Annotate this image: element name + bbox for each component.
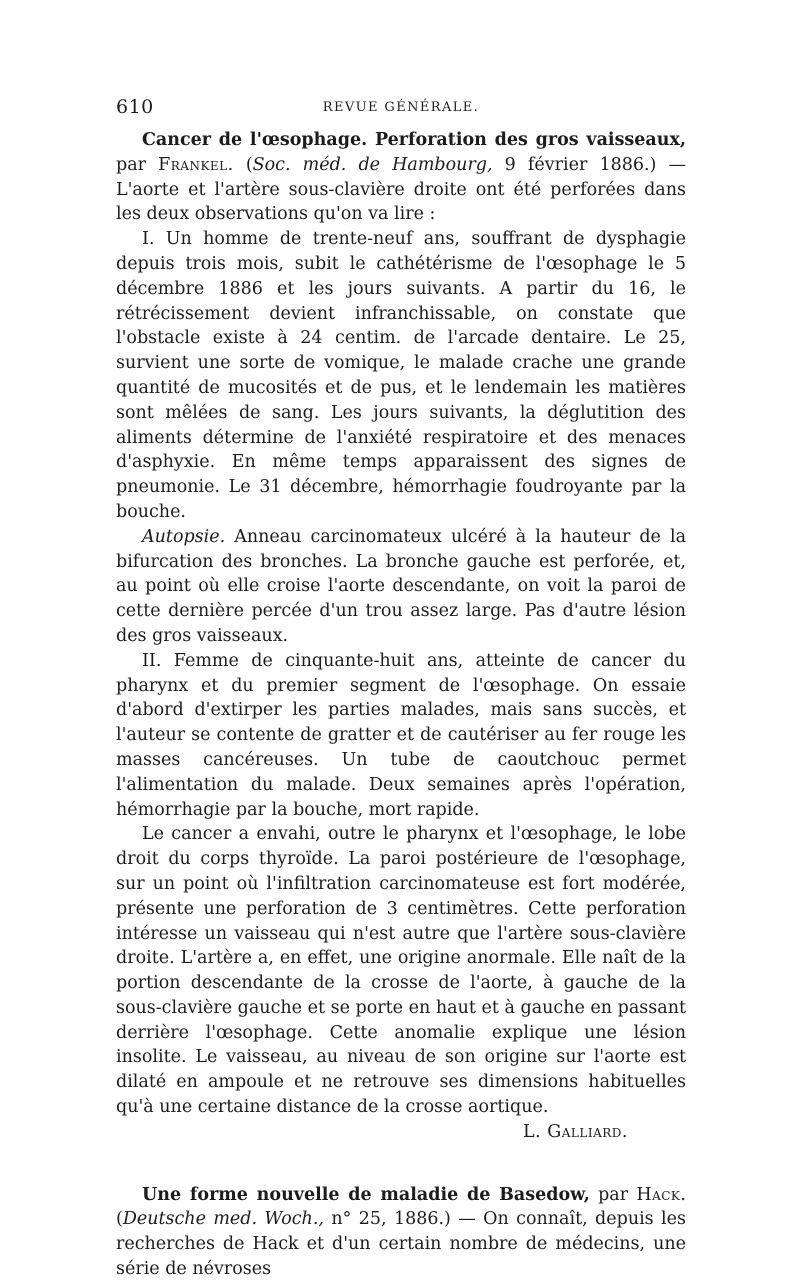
page-number: 610 xyxy=(116,96,154,118)
running-title: REVUE GÉNÉRALE. xyxy=(322,100,480,115)
article-1-case-2-continued: Le cancer a envahi, outre le pharynx et l'œsophage, le lobe droit du corps thyroïde. La paroi postérieure de l'œsophage, sur un point où l'infiltration carcinomateuse est fort modérée, présente une perforation de 3 centimètres. Cette perforation intéresse un vaisseau qui n'est autre que l'artère sous-clavière droite. L'artère a, en effet, une origine anormale. Elle naît de la portion descendante de la crosse de l'aorte, à gauche de la sous-clavière gauche et se porte en haut et à gauche en passant derrière l'œsophage. Cette anomalie explique une lésion insolite. Le vaisseau, au niveau de son origine sur l'aorte est dilaté en ampoule et ne retrouve ses dimensions habituelles qu'à une certaine distance de la crosse aortique. xyxy=(116,824,686,1118)
article-1-title: Cancer de l'œsophage. Perforation des gros vaisseaux, xyxy=(142,130,686,150)
article-2-heading-paragraph xyxy=(116,1183,686,1282)
page-body xyxy=(116,128,686,1282)
page-header xyxy=(116,96,686,122)
article-1-by: par xyxy=(116,154,159,175)
article-1-case-2: II. Femme de cinquante-huit ans, atteinte de cancer du pharynx et du premier segment de l'œsophage. On essaie d'abord d'extirper les parties malades, mais sans succès, et l'auteur se contente de gratter et de cautériser au fer rouge les masses cancéreuses. Un tube de caoutchouc permet l'alimentation du malade. Deux semaines après l'opération, hémorrhagie par la bouche, mort rapide. xyxy=(116,650,686,820)
article-2-source-num: n° 25, 1886.) xyxy=(323,1209,451,1230)
article-1-source-open: ( xyxy=(233,154,253,175)
article-1-author: Frankel. xyxy=(158,154,234,175)
article-2-by: par xyxy=(589,1184,637,1205)
article-2-source-open: . ( xyxy=(116,1184,686,1230)
article-1-signature: L. Galliard. xyxy=(523,1121,628,1142)
article-1-case-1: I. Un homme de trente-neuf ans, souffrant de dysphagie depuis trois mois, subit le cathétérisme de l'œsophage le 5 décembre 1886 et les jours suivants. A partir du 16, le rétrécissement devient infranchissable, on constate que l'obstacle existe à 24 centim. de l'arcade dentaire. Le 25, survient une sorte de vomique, le malade crache une grande quantité de mucosités et de pus, et le lendemain les matières sont mêlées de sang. Les jours suivants, la déglutition des aliments détermine de l'anxiété respiratoire et des menaces d'asphyxie. En même temps apparaissent des signes de pneumonie. Le 31 décembre, hémorrhagie foudroyante par la bouche. xyxy=(116,229,686,522)
article-1-autopsy xyxy=(116,525,686,649)
article-2-intro: — On connaît, depuis les recherches de Hack et d'un certain nombre de médecins, une série de névroses xyxy=(116,1209,686,1280)
article-1-source: Soc. méd. de Hambourg, xyxy=(252,154,493,175)
section-gap xyxy=(116,1145,686,1183)
article-2-title: Une forme nouvelle de maladie de Basedow, xyxy=(142,1184,590,1205)
autopsy-label: Autopsie. xyxy=(142,526,226,547)
article-1-intro: — L'aorte et l'artère sous-clavière droite ont été perforées dans les deux observations qu'on va lire : xyxy=(116,154,686,225)
article-1-heading-paragraph xyxy=(116,128,686,227)
article-2-source: Deutsche med. Woch., xyxy=(122,1209,324,1230)
article-1-source-date: 9 février 1886.) xyxy=(492,154,657,175)
autopsy-text: Anneau carcinomateux ulcéré à la hauteur de la bifurcation des bronches. La bronche gauche est perforée, et, au point où elle croise l'aorte descendante, on voit la paroi de cette dernière percée d'un trou assez large. Pas d'autre lésion des gros vaisseaux. xyxy=(116,526,686,646)
article-2-author: Hack xyxy=(636,1184,681,1205)
